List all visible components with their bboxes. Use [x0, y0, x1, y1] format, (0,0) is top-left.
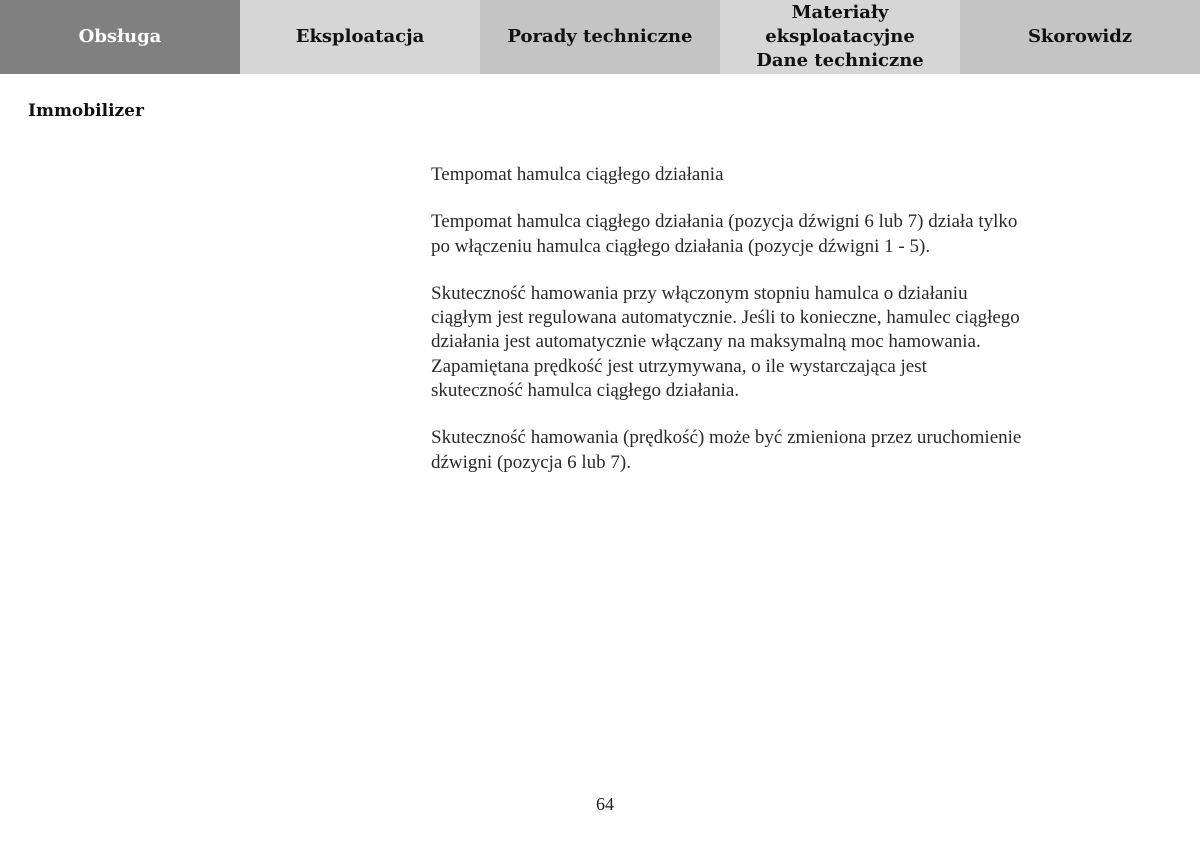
text-line: ciągłym jest regulowana automatycznie. Jeśli to konieczne, hamulec ciągłego: [431, 307, 1020, 329]
tab-label: Materiały eksploatacyjne Dane techniczne: [756, 2, 924, 71]
tab-eksploatacja[interactable]: [240, 0, 480, 74]
text-line: dźwigni (pozycja 6 lub 7).: [431, 451, 631, 473]
text-line: skuteczność hamulca ciągłego działania.: [431, 380, 740, 402]
text-line: po włączeniu hamulca ciągłego działania (pozycje dźwigni 1 - 5).: [431, 235, 931, 257]
tab-label: Eksploatacja: [295, 26, 425, 47]
text-line: Skuteczność hamowania (prędkość) może być zmieniona przez uruchomienie: [431, 427, 1022, 449]
tab-label: Obsługa: [78, 26, 162, 47]
tab-label: Porady techniczne: [507, 26, 693, 47]
tab-porady-techniczne[interactable]: [480, 0, 720, 74]
page-number: 64: [596, 794, 614, 814]
section-tab-bar: [0, 0, 1200, 74]
paragraph-automatic-regulation: [431, 282, 1091, 403]
paragraph-speed-change: [431, 426, 1091, 475]
content-block: [431, 163, 1091, 498]
text-line: Tempomat hamulca ciągłego działania (pozycja dźwigni 6 lub 7) działa tylko: [431, 211, 1018, 233]
tab-obsluga[interactable]: [0, 0, 240, 74]
section-title: Immobilizer: [28, 101, 144, 121]
paragraph-availability: [431, 210, 1091, 259]
text-line: Zapamiętana prędkość jest utrzymywana, o ile wystarczająca jest: [431, 355, 927, 377]
text-line: Skuteczność hamowania przy włączonym stopniu hamulca o działaniu: [431, 282, 968, 304]
tab-materialy-dane-techniczne[interactable]: [720, 0, 960, 74]
tab-skorowidz[interactable]: [960, 0, 1200, 74]
tab-label: Skorowidz: [1027, 26, 1133, 47]
content-heading: Tempomat hamulca ciągłego działania: [431, 164, 724, 185]
text-line: działania jest automatycznie włączany na maksymalną moc hamowania.: [431, 331, 981, 353]
